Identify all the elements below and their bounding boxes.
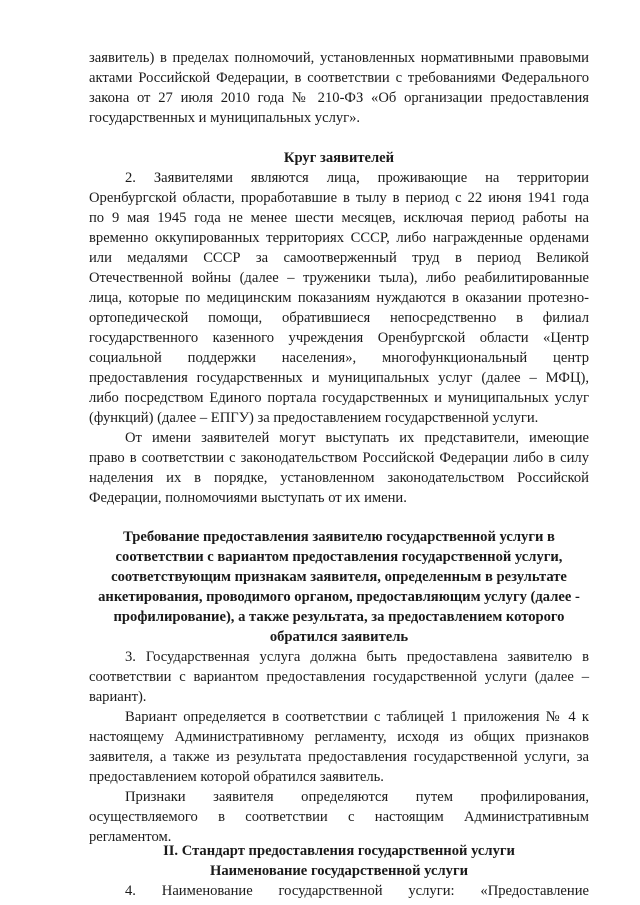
paragraph-4: 4. Наименование государственной услуги: «Предоставление <box>125 883 589 899</box>
text-line: государственных и муниципальных услуг». <box>89 110 361 126</box>
text-line: 2. Заявителями являются лица, проживающие на территории <box>125 170 589 186</box>
text-line: или медалями СССР за самоотверженный труд в период Великой <box>89 250 589 266</box>
text-line: право в соответствии с законодательством Российской Федерации либо в силу <box>89 450 589 466</box>
text-line: Оренбургской области, проработавшие в тылу в период с 22 июня 1941 года <box>89 190 589 206</box>
text-line: актами Российской Федерации, в соответствии с требованиями Федерального <box>89 70 589 86</box>
text-line: соответствии с вариантом предоставления государственной услуги (далее – <box>89 669 589 685</box>
text-line: социальной поддержки населения», многофункциональный центр <box>89 350 589 366</box>
heading-line: анкетирования, проводимого органом, предоставляющим услугу (далее - <box>98 589 580 605</box>
text-line: осуществляемого в соответствии с настоящим Административным <box>89 809 589 825</box>
text-line: Федерации, полномочиями выступать от их имени. <box>89 490 407 506</box>
text-line: предоставления государственных и муниципальных услуг (далее – МФЦ), <box>89 370 589 386</box>
text-line: 3. Государственная услуга должна быть предоставлена заявителю в <box>125 649 589 665</box>
text-line: От имени заявителей могут выступать их представители, имеющие <box>125 430 589 446</box>
text-line: настоящему Административному регламенту, исходя из общих признаков <box>89 729 589 745</box>
heading-line: обратился заявитель <box>269 629 409 645</box>
text-line: по 9 мая 1945 года не менее шести месяцев, исключая период работы на <box>89 210 589 226</box>
text-line: заявитель) в пределах полномочий, установленных нормативными правовыми <box>89 50 589 66</box>
text-line: лица, которые по медицинским показаниям нуждаются в оказании протезно- <box>89 290 589 306</box>
text-line: Признаки заявителя определяются путем профилирования, <box>125 789 589 805</box>
text-line: вариант). <box>89 689 147 705</box>
text-line: регламентом. <box>89 829 172 845</box>
heading-line: профилирование), а также результата, за предоставлением которого <box>113 609 565 625</box>
text-line: наделения их в порядке, установленном законодательством Российской <box>89 470 589 486</box>
heading-line: соответствующим признакам заявителя, определенным в результате <box>111 569 567 585</box>
text-line: (функций) (далее – ЕПГУ) за предоставлением государственной услуги. <box>89 410 539 426</box>
text-line: ортопедической помощи, обратившиеся непосредственно в филиал <box>89 310 589 326</box>
heading-line: Требование предоставления заявителю государственной услуги в <box>123 529 555 545</box>
text-line: временно оккупированных территориях СССР, либо награжденные орденами <box>89 230 589 246</box>
text-line: заявителя, а также из результата предоставления государственной услуги, за <box>89 749 589 765</box>
section-heading-standard: II. Стандарт предоставления государственной услуги <box>163 843 515 859</box>
section-heading-applicants: Круг заявителей <box>283 150 395 166</box>
text-line: предоставлением которой обратился заявитель. <box>89 769 384 785</box>
text-line: Отечественной войны (далее – труженики тыла), либо реабилитированные <box>89 270 589 286</box>
text-line: государственного казенного учреждения Оренбургской области «Центр <box>89 330 589 346</box>
text-line: закона от 27 июля 2010 года № 210-ФЗ «Об организации предоставления <box>89 90 589 106</box>
text-line: либо посредством Единого портала государственных и муниципальных услуг <box>89 390 589 406</box>
text-line: Вариант определяется в соответствии с таблицей 1 приложения № 4 к <box>125 709 589 725</box>
subheading-service-name: Наименование государственной услуги <box>210 863 468 879</box>
heading-line: соответствии с вариантом предоставления государственной услуги, <box>115 549 563 565</box>
